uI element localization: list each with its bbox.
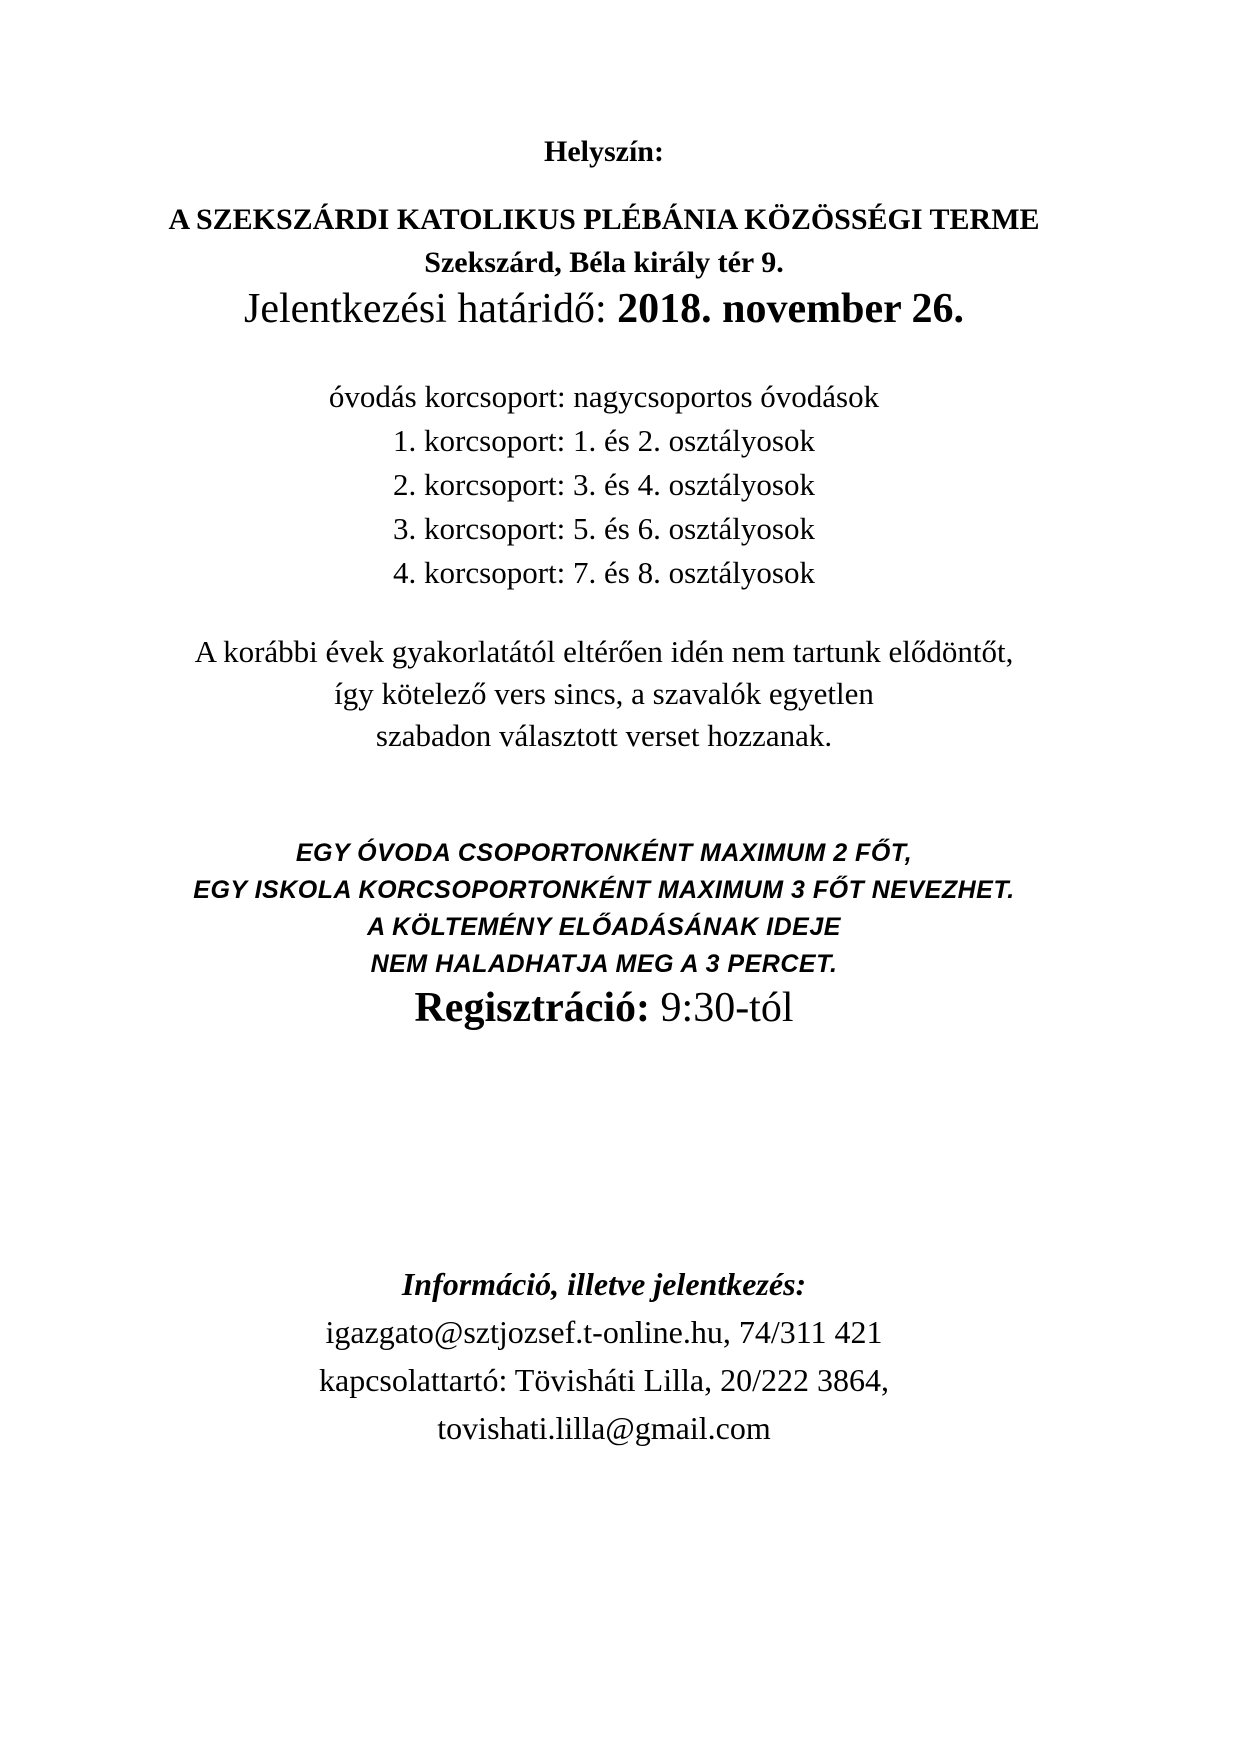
- venue-block: [90, 198, 1118, 284]
- location-label: Helyszín:: [544, 135, 664, 168]
- registration-time: 9:30-tól: [650, 985, 794, 1031]
- rules-line: NEM HALADHATJA MEG A 3 PERCET.: [370, 950, 838, 978]
- deadline-date: 2018. november 26.: [617, 286, 965, 332]
- rules-paragraph: [90, 835, 1118, 983]
- note-line: szabadon választott verset hozzanak.: [375, 718, 833, 753]
- rules-line: EGY ISKOLA KORCSOPORTONKÉNT MAXIMUM 3 FŐT NEVEZHET.: [193, 876, 1015, 904]
- registration-label: Regisztráció:: [414, 985, 651, 1031]
- note-line: A korábbi évek gyakorlatától eltérően idén nem tartunk elődöntőt,: [194, 634, 1014, 669]
- contact-line-email-phone: igazgato@sztjozsef.t-online.hu, 74/311 421: [325, 1314, 883, 1350]
- contact-section: [90, 1260, 1118, 1452]
- rules-line: A KÖLTEMÉNY ELŐADÁSÁNAK IDEJE: [367, 913, 841, 941]
- contact-line-person: kapcsolattartó: Tövisháti Lilla, 20/222 3864,: [319, 1362, 889, 1398]
- rules-line: EGY ÓVODA CSOPORTONKÉNT MAXIMUM 2 FŐT,: [295, 839, 913, 867]
- venue-name: A SZEKSZÁRDI KATOLIKUS PLÉBÁNIA KÖZÖSSÉGI TERME: [168, 203, 1040, 236]
- category-item-1: 1. korcsoport: 1. és 2. osztályosok: [393, 423, 815, 458]
- note-paragraph: [90, 631, 1118, 757]
- deadline-heading: [90, 284, 1118, 334]
- contact-line-email: tovishati.lilla@gmail.com: [437, 1410, 771, 1446]
- note-line: így kötelező vers sincs, a szavalók egyetlen: [334, 676, 874, 711]
- category-item-ovodas: óvodás korcsoport: nagycsoportos óvodások: [328, 379, 880, 414]
- category-item-2: 2. korcsoport: 3. és 4. osztályosok: [393, 467, 815, 502]
- venue-address: Szekszárd, Béla király tér 9.: [424, 246, 784, 279]
- registration-heading: [90, 983, 1118, 1033]
- category-item-3: 3. korcsoport: 5. és 6. osztályosok: [393, 511, 815, 546]
- category-list: [90, 375, 1118, 595]
- deadline-label: Jelentkezési határidő:: [243, 286, 618, 332]
- category-item-4: 4. korcsoport: 7. és 8. osztályosok: [393, 555, 815, 590]
- contact-heading: Információ, illetve jelentkezés:: [401, 1266, 807, 1302]
